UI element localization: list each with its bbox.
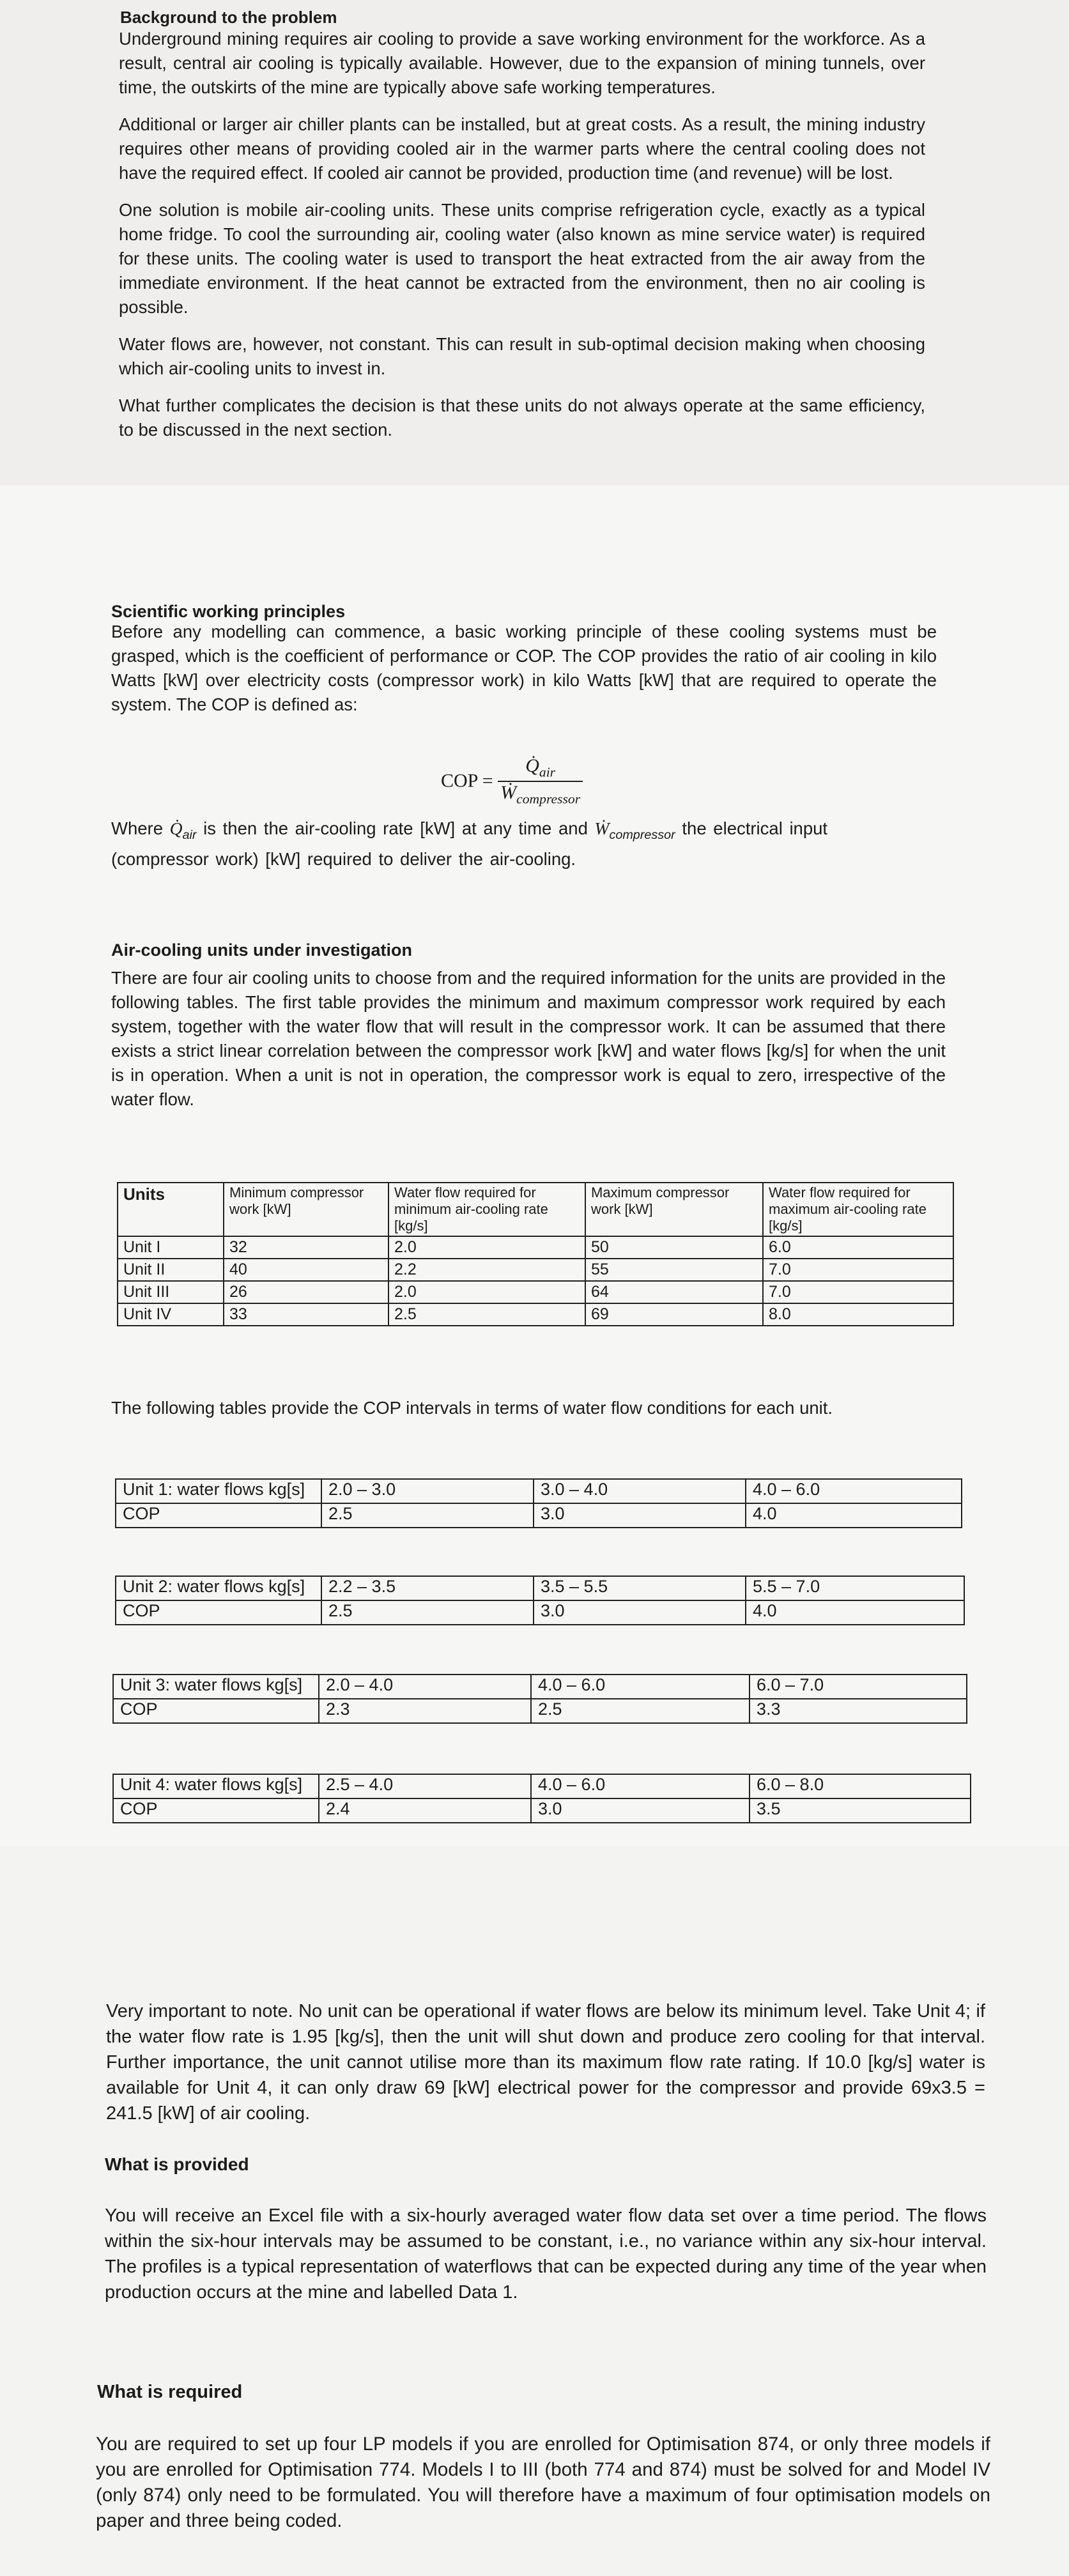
table-row: [118, 1236, 953, 1259]
table-cell: 3.0 – 4.0: [534, 1479, 746, 1503]
formula-explanation: Where $Q̇_{air}$ is then the air-cooling rate [kW] at any time and Ẇ$_{compressor}$ the electrical input (compressor work) [kW] required to deliver the air-cooling.: [111, 818, 828, 869]
table-cell: COP: [116, 1503, 321, 1528]
cop-formula: [441, 755, 583, 807]
table-cell: COP: [116, 1600, 321, 1625]
table-cell: 2.5 – 4.0: [319, 1774, 531, 1798]
table-row: [113, 1798, 971, 1823]
table-header-row: [118, 1183, 953, 1236]
table-cell: Unit II: [118, 1259, 224, 1281]
table-cell: Unit III: [118, 1281, 224, 1303]
table-cell: 3.0: [534, 1600, 746, 1625]
table-row: [116, 1600, 964, 1625]
section-heading-scientific: Scientific working principles: [111, 602, 346, 621]
table-cell: 4.0 – 6.0: [531, 1675, 750, 1699]
table-cell: 3.5 – 5.5: [534, 1576, 746, 1600]
scientific-text: Before any modelling can commence, a basic working principle of these cooling systems must be grasped, which is the coefficient of performance or COP. The COP provides the ratio of air cooling in kilo Watts [kW] over electricity costs (compressor work) in kilo Watts [kW] that are required to operate the system. The COP is defined as:: [111, 622, 937, 714]
paragraph: What further complicates the decision is that these units do not always operate at the same efficiency, to be discussed in the next section.: [119, 395, 925, 440]
table-cell: COP: [113, 1699, 319, 1723]
table-cell: COP: [113, 1798, 319, 1823]
table-row: [116, 1503, 962, 1528]
table-cell: 7.0: [763, 1281, 953, 1303]
formula-denominator: Ẇ$_{compressor}$: [500, 781, 581, 807]
table-cell: 6.0 – 7.0: [750, 1675, 967, 1699]
table-cell: 32: [224, 1236, 388, 1259]
table-cell: Unit IV: [118, 1303, 224, 1326]
table-cell: 3.0: [531, 1798, 750, 1823]
table-row: [116, 1576, 964, 1600]
cop-table-unit-2: [115, 1575, 965, 1625]
table-cell: 3.3: [750, 1699, 967, 1723]
table-cell: Unit 2: water flows kg[s]: [116, 1576, 321, 1600]
table-cell: 4.0 – 6.0: [531, 1774, 750, 1798]
table-cell: 2.3: [319, 1699, 531, 1723]
table-cell: 2.5: [321, 1503, 534, 1528]
formula-fraction: [498, 755, 583, 807]
table-row: [118, 1259, 953, 1281]
table-cell: 64: [585, 1281, 763, 1303]
table-cell: 8.0: [763, 1303, 953, 1326]
units-table: [117, 1182, 954, 1326]
section-heading-units: Air-cooling units under investigation: [111, 940, 413, 960]
section-heading-provided: What is provided: [105, 2154, 249, 2174]
table-cell: 4.0: [746, 1503, 962, 1528]
table-cell: 2.0: [388, 1236, 585, 1259]
cop-intro: The following tables provide the COP intervals in terms of water flow conditions for each unit.: [111, 1398, 833, 1418]
table-cell: Unit 4: water flows kg[s]: [113, 1774, 319, 1798]
formula-numerator: $Q̇_{air}$: [498, 755, 583, 782]
table-cell: 7.0: [763, 1259, 953, 1281]
table-header-cell: Water flow required for minimum air-cooling rate [kg/s]: [388, 1183, 585, 1236]
table-cell: 2.5: [531, 1699, 750, 1723]
table-row: [118, 1281, 953, 1303]
cop-table-unit-1: [115, 1478, 962, 1528]
table-cell: 4.0: [746, 1600, 964, 1625]
background-text: [119, 27, 925, 442]
table-row: [113, 1675, 967, 1699]
table-cell: 2.2: [388, 1259, 585, 1281]
table-cell: 2.2 – 3.5: [321, 1576, 534, 1600]
cop-table-unit-3: [112, 1674, 967, 1724]
section-heading-required: What is required: [97, 2382, 243, 2402]
table-cell: 3.5: [750, 1798, 971, 1823]
table-header-cell: Water flow required for maximum air-cooling rate [kg/s]: [763, 1183, 953, 1236]
paragraph: Water flows are, however, not constant. This can result in sub-optimal decision making when choosing which air-cooling units to invest in.: [119, 334, 925, 378]
table-cell: 5.5 – 7.0: [746, 1576, 964, 1600]
table-cell: 55: [585, 1259, 763, 1281]
table-row: [113, 1699, 967, 1723]
table-cell: 2.5: [321, 1600, 534, 1625]
table-cell: 2.4: [319, 1798, 531, 1823]
required-text: You are required to set up four LP models if you are enrolled for Optimisation 874, or only three models if you are enrolled for Optimisation 774. Models I to III (both 774 and 874) must be solved for and Model IV (only 874) only need to be formulated. You will therefore have a maximum of four optimisation models on paper and three being coded.: [96, 2434, 990, 2531]
table-cell: 2.0 – 3.0: [321, 1479, 534, 1503]
paragraph: One solution is mobile air-cooling units. These units comprise refrigeration cycle, exactly as a typical home fridge. To cool the surrounding air, cooling water (also known as mine service water) is required for these units. The cooling water is used to transport the heat extracted from the air away from the immediate environment. If the heat cannot be extracted from the environment, then no air cooling is possible.: [119, 200, 925, 317]
table-header-cell: Minimum compressor work [kW]: [224, 1183, 388, 1236]
table-cell: 3.0: [534, 1503, 746, 1528]
paragraph: Underground mining requires air cooling to provide a save working environment for the workforce. As a result, central air cooling is typically available. However, due to the expansion of mining tunnels, over time, the outskirts of the mine are typically above safe working temperatures.: [119, 29, 925, 97]
important-note: Very important to note. No unit can be operational if water flows are below its minimum level. Take Unit 4; if the water flow rate is 1.95 [kg/s], then the unit will shut down and produce zero cooling for that interval. Further importance, the unit cannot utilise more than its maximum flow rate rating. If 10.0 [kg/s] water is available for Unit 4, it can only draw 69 [kW] electrical power for the compressor and provide 69x3.5 = 241.5 [kW] of air cooling.: [106, 2001, 985, 2124]
provided-text: You will receive an Excel file with a six-hourly averaged water flow data set over a time period. The flows within the six-hour intervals may be assumed to be constant, i.e., no variance within any six-hour interval. The profiles is a typical representation of waterflows that can be expected during any time of the year when production occurs at the mine and labelled Data 1.: [105, 2205, 987, 2303]
table-cell: 2.5: [388, 1303, 585, 1326]
units-text: There are four air cooling units to choose from and the required information for the units are provided in the following tables. The first table provides the minimum and maximum compressor work required by each system, together with the water flow that will result in the compressor work. It can be assumed that there exists a strict linear correlation between the compressor work [kW] and water flows [kg/s] for when the unit is in operation. When a unit is not in operation, the compressor work is equal to zero, irrespective of the water flow.: [111, 968, 946, 1109]
table-cell: 33: [224, 1303, 388, 1326]
table-cell: 6.0: [763, 1236, 953, 1259]
table-row: [116, 1479, 962, 1503]
paragraph: Additional or larger air chiller plants can be installed, but at great costs. As a result, the mining industry requires other means of providing cooled air in the warmer parts where the central cooling does not have the required effect. If cooled air cannot be provided, production time (and revenue) will be lost.: [119, 114, 925, 183]
formula-lhs: COP =: [441, 770, 493, 792]
cop-table-unit-4: [112, 1774, 971, 1823]
table-cell: 50: [585, 1236, 763, 1259]
table-cell: 26: [224, 1281, 388, 1303]
table-cell: 40: [224, 1259, 388, 1281]
table-header-cell: Maximum compressor work [kW]: [585, 1183, 763, 1236]
table-cell: 6.0 – 8.0: [750, 1774, 971, 1798]
table-row: [118, 1303, 953, 1326]
section-heading-background: Background to the problem: [120, 8, 337, 27]
table-header-cell: Units: [118, 1183, 224, 1236]
table-cell: Unit 1: water flows kg[s]: [116, 1479, 321, 1503]
table-cell: Unit I: [118, 1236, 224, 1259]
table-cell: 2.0 – 4.0: [319, 1675, 531, 1699]
table-row: [113, 1774, 971, 1798]
table-cell: 4.0 – 6.0: [746, 1479, 962, 1503]
table-cell: 2.0: [388, 1281, 585, 1303]
table-cell: 69: [585, 1303, 763, 1326]
table-cell: Unit 3: water flows kg[s]: [113, 1675, 319, 1699]
